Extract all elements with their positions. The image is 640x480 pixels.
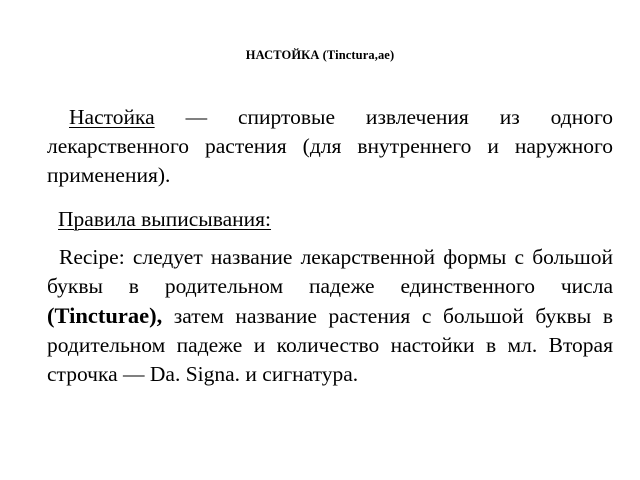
rules-heading: Правила выписывания: — [58, 207, 272, 231]
rules-text-after: затем название растения с большой буквы в родительном падеже и количество настойки в мл. Вторая строчка — Da. Signa. и сигнатура. — [47, 304, 613, 386]
rules-heading-paragraph — [47, 205, 613, 234]
term-tincture: Настойка — [69, 105, 155, 129]
slide-title: НАСТОЙКА (Tinctura,ae) — [245, 48, 395, 62]
definition-paragraph — [47, 103, 613, 190]
rules-bold-term: (Tincturae), — [47, 303, 163, 328]
rules-text-before: Recipe: следует название лекарственной формы с большой буквы в родительном падеже единственного числа — [47, 245, 613, 298]
definition-text: — спиртовые извлечения из одного лекарственного растения (для внутреннего и наружного применения). — [47, 105, 613, 187]
rules-paragraph — [47, 243, 613, 389]
